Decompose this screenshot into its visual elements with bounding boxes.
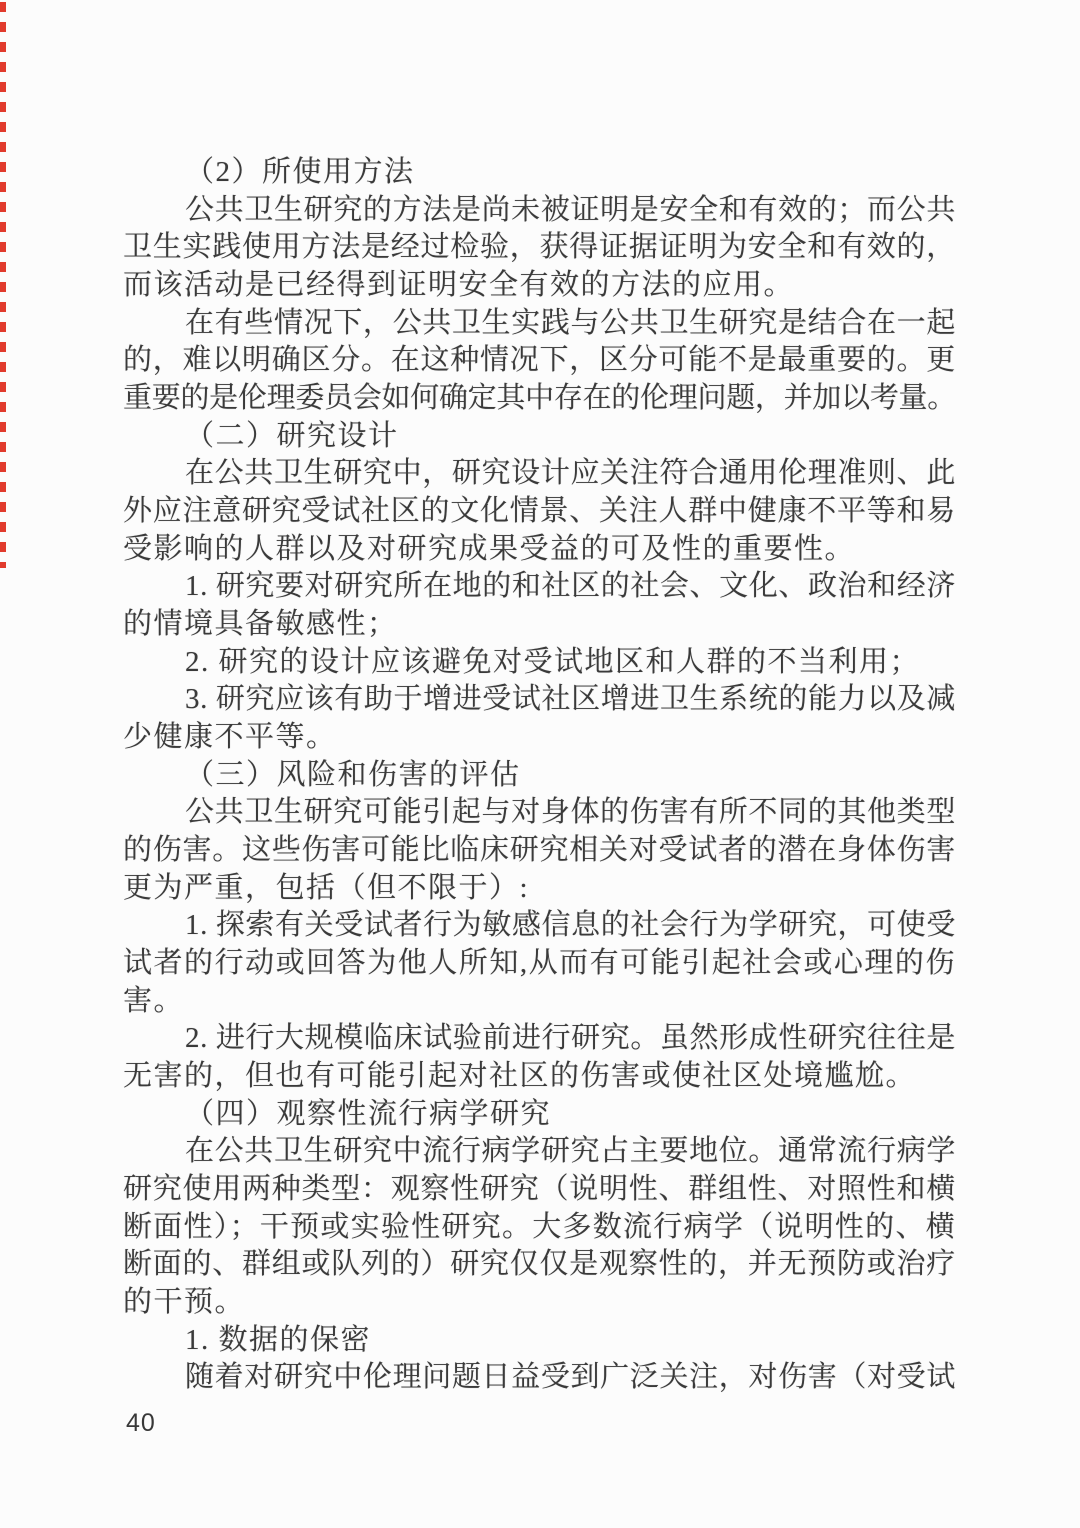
numbered-item	[185, 680, 956, 718]
text-line	[123, 718, 956, 756]
line-text: 公共卫生研究可能引起与对身体的伤害有所不同的其他类型	[185, 796, 956, 828]
text-line	[123, 1057, 956, 1095]
line-text: 1. 研究要对研究所在地的和社区的社会、文化、政治和经济	[185, 570, 956, 602]
text-line	[123, 379, 956, 417]
line-text: 的，难以明确区分。在这种情况下，区分可能不是最重要的。更	[123, 344, 956, 376]
numbered-item	[185, 1019, 956, 1057]
line-text: 1. 数据的保密	[185, 1324, 372, 1356]
line-text: （四）观察性流行病学研究	[185, 1098, 552, 1130]
line-text: 更为严重，包括（但不限于）:	[123, 872, 530, 904]
text-line	[185, 304, 956, 342]
text-line	[123, 831, 956, 869]
line-text: 3. 研究应该有助于增进受试社区增进卫生系统的能力以及减	[185, 683, 956, 715]
text-line	[185, 793, 956, 831]
line-text: 的干预。	[123, 1286, 246, 1318]
line-text: 在公共卫生研究中流行病学研究占主要地位。通常流行病学	[185, 1135, 956, 1167]
text-line	[123, 869, 956, 907]
text-line	[123, 1245, 956, 1283]
text-line	[185, 454, 956, 492]
text-line	[123, 1208, 956, 1246]
line-text: 受影响的人群以及对研究成果受益的可及性的重要性。	[123, 533, 856, 565]
line-text: 试者的行动或回答为他人所知,从而有可能引起社会或心理的伤	[123, 947, 956, 979]
text-line	[123, 605, 956, 643]
line-text: 的伤害。这些伤害可能比临床研究相关对受试者的潜在身体伤害	[123, 834, 956, 866]
text-line	[123, 492, 956, 530]
text-line	[185, 1358, 956, 1396]
line-text: 外应注意研究受试社区的文化情景、关注人群中健康不平等和易	[123, 495, 956, 527]
text-line	[123, 228, 956, 266]
line-text: 研究使用两种类型：观察性研究（说明性、群组性、对照性和横	[123, 1173, 956, 1205]
line-text: 在有些情况下，公共卫生实践与公共卫生研究是结合在一起	[185, 307, 956, 339]
line-text: 2. 研究的设计应该避免对受试地区和人群的不当利用；	[185, 646, 921, 678]
numbered-item	[185, 906, 956, 944]
line-text: 而该活动是已经得到证明安全有效的方法的应用。	[123, 269, 795, 301]
line-text: 卫生实践使用方法是经过检验，获得证据证明为安全和有效的，	[123, 231, 956, 263]
subsection-heading	[185, 1321, 956, 1359]
line-text: 在公共卫生研究中，研究设计应关注符合通用伦理准则、此	[185, 457, 956, 489]
line-text: 无害的，但也有可能引起对社区的伤害或使社区处境尴尬。	[123, 1060, 917, 1092]
line-text: （二）研究设计	[185, 420, 399, 452]
text-line	[123, 982, 956, 1020]
text-line	[123, 341, 956, 379]
text-line	[123, 530, 956, 568]
line-text: （2）所使用方法	[185, 156, 415, 188]
text-line	[123, 1170, 956, 1208]
line-text: 少健康不平等。	[123, 721, 337, 753]
text-line	[185, 191, 956, 229]
section-heading	[185, 756, 956, 794]
text-line	[185, 1132, 956, 1170]
line-text: （三）风险和伤害的评估	[185, 759, 521, 791]
section-heading	[185, 1095, 956, 1133]
line-text: 重要的是伦理委员会如何确定其中存在的伦理问题，并加以考量。	[123, 382, 956, 414]
line-text: 公共卫生研究的方法是尚未被证明是安全和有效的；而公共	[185, 194, 956, 226]
line-text: 随着对研究中伦理问题日益受到广泛关注，对伤害（对受试	[185, 1361, 956, 1393]
line-text: 的情境具备敏感性；	[123, 608, 398, 640]
numbered-item	[185, 567, 956, 605]
text-line	[123, 944, 956, 982]
text-line	[123, 266, 956, 304]
red-edge-marks	[0, 2, 6, 568]
line-text: 断面的、群组或队列的）研究仅仅是观察性的，并无预防或治疗	[123, 1248, 956, 1280]
line-text: 害。	[123, 985, 185, 1017]
line-text: 1. 探索有关受试者行为敏感信息的社会行为学研究，可使受	[185, 909, 956, 941]
subsection-heading	[185, 153, 956, 191]
line-text: 断面性）；干预或实验性研究。大多数流行病学（说明性的、横	[123, 1211, 956, 1243]
section-heading	[185, 417, 956, 455]
page-number: 40	[126, 1409, 156, 1437]
line-text: 2. 进行大规模临床试验前进行研究。虽然形成性研究往往是	[185, 1022, 956, 1054]
numbered-item	[185, 643, 956, 681]
text-line	[123, 1283, 956, 1321]
